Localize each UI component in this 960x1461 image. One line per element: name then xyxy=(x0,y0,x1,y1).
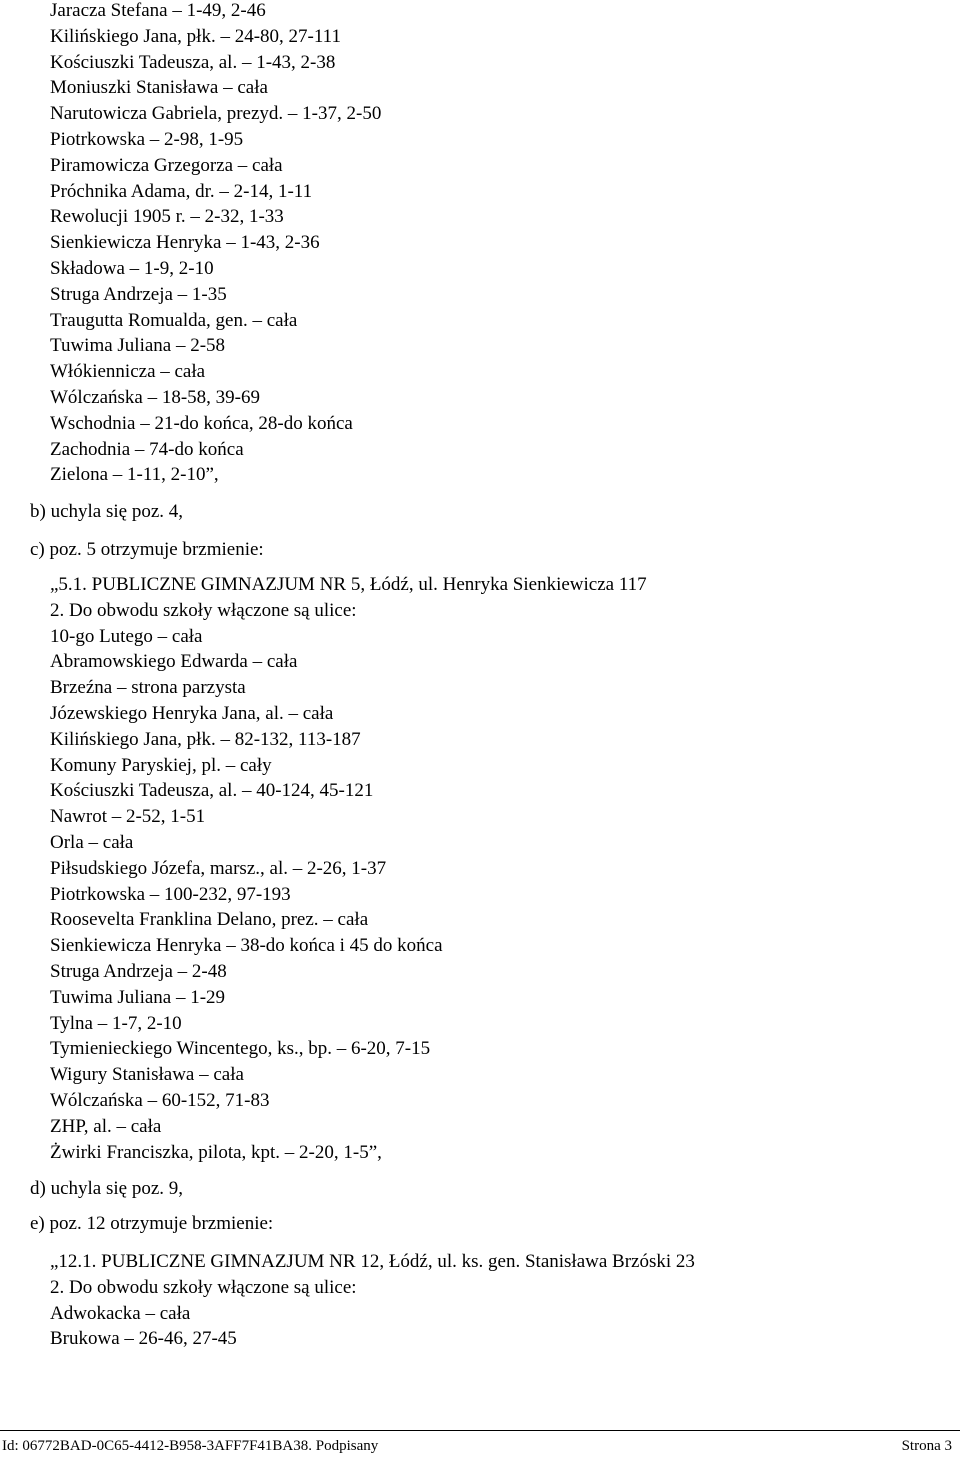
list-item: Wólczańska – 60-152, 71-83 xyxy=(50,1089,270,1111)
amendment-item-b: b) uchyla się poz. 4, xyxy=(30,501,184,522)
list-item: Składowa – 1-9, 2-10 xyxy=(50,257,214,279)
list-item: Abramowskiego Edwarda – cała xyxy=(50,651,298,673)
list-item: Struga Andrzeja – 1-35 xyxy=(50,283,227,305)
list-item: Wólczańska – 18-58, 39-69 xyxy=(50,386,260,408)
list-item: Narutowicza Gabriela, prezyd. – 1-37, 2-50 xyxy=(50,103,382,125)
list-item: Tylna – 1-7, 2-10 xyxy=(50,1012,182,1034)
district-intro: 2. Do obwodu szkoły włączone są ulice: xyxy=(50,599,357,621)
list-item: Rewolucji 1905 r. – 2-32, 1-33 xyxy=(50,206,284,228)
list-item: Zielona – 1-11, 2-10”, xyxy=(50,464,219,486)
list-item: Piłsudskiego Józefa, marsz., al. – 2-26, 1-37 xyxy=(50,857,387,879)
list-item: Tymienieckiego Wincentego, ks., bp. – 6-20, 7-15 xyxy=(50,1038,431,1060)
district-intro: 2. Do obwodu szkoły włączone są ulice: xyxy=(50,1276,357,1298)
list-item: Próchnika Adama, dr. – 2-14, 1-11 xyxy=(50,180,313,202)
list-item: Sienkiewicza Henryka – 38-do końca i 45 do końca xyxy=(50,935,443,957)
list-item: Struga Andrzeja – 2-48 xyxy=(50,960,227,982)
list-item: Traugutta Romualda, gen. – cała xyxy=(50,309,298,331)
list-item: Sienkiewicza Henryka – 1-43, 2-36 xyxy=(50,232,320,254)
document-id: Id: 06772BAD-0C65-4412-B958-3AFF7F41BA38. Podpisany xyxy=(2,1438,379,1454)
list-item: Moniuszki Stanisława – cała xyxy=(50,77,268,99)
list-item: Żwirki Franciszka, pilota, kpt. – 2-20, 1-5”, xyxy=(50,1141,382,1163)
list-item: ZHP, al. – cała xyxy=(50,1115,162,1137)
list-item: Włókiennicza – cała xyxy=(50,361,206,383)
list-item: Brzeźna – strona parzysta xyxy=(50,677,246,699)
street-list-block-3 xyxy=(50,1249,695,1352)
amendment-item-d: d) uchyla się poz. 9, xyxy=(30,1178,184,1199)
list-item: Kościuszki Tadeusza, al. – 1-43, 2-38 xyxy=(50,51,336,73)
page-number: Strona 3 xyxy=(901,1438,952,1454)
list-item: Kilińskiego Jana, płk. – 24-80, 27-111 xyxy=(50,25,341,47)
list-item: 10-go Lutego – cała xyxy=(50,625,203,647)
list-item: Wigury Stanisława – cała xyxy=(50,1064,244,1086)
list-item: Brukowa – 26-46, 27-45 xyxy=(50,1328,237,1350)
list-item: Orla – cała xyxy=(50,831,134,853)
street-list-block-2 xyxy=(50,572,647,1165)
list-item: Komuny Paryskiej, pl. – cały xyxy=(50,754,272,776)
list-item: Jaracza Stefana – 1-49, 2-46 xyxy=(50,0,266,21)
list-item: Zachodnia – 74-do końca xyxy=(50,438,244,460)
list-item: Tuwima Juliana – 2-58 xyxy=(50,335,226,357)
list-item: Wschodnia – 21-do końca, 28-do końca xyxy=(50,412,353,434)
list-item: Adwokacka – cała xyxy=(50,1302,191,1324)
list-item: Roosevelta Franklina Delano, prez. – cała xyxy=(50,909,369,931)
amendment-item-c: c) poz. 5 otrzymuje brzmienie: xyxy=(30,539,264,560)
list-item: Piramowicza Grzegorza – cała xyxy=(50,154,283,176)
amendment-item-e: e) poz. 12 otrzymuje brzmienie: xyxy=(30,1213,274,1234)
list-item: Piotrkowska – 100-232, 97-193 xyxy=(50,883,291,905)
footer-divider xyxy=(0,1430,960,1431)
street-list-block-1 xyxy=(50,0,381,488)
list-item: Kilińskiego Jana, płk. – 82-132, 113-187 xyxy=(50,728,361,750)
list-item: Kościuszki Tadeusza, al. – 40-124, 45-121 xyxy=(50,780,374,802)
school-heading: „5.1. PUBLICZNE GIMNAZJUM NR 5, Łódź, ul. Henryka Sienkiewicza 117 xyxy=(50,574,647,595)
list-item: Nawrot – 2-52, 1-51 xyxy=(50,806,206,828)
school-heading: „12.1. PUBLICZNE GIMNAZJUM NR 12, Łódź, ul. ks. gen. Stanisława Brzóski 23 xyxy=(50,1251,695,1272)
list-item: Piotrkowska – 2-98, 1-95 xyxy=(50,128,244,150)
list-item: Józewskiego Henryka Jana, al. – cała xyxy=(50,702,334,724)
list-item: Tuwima Juliana – 1-29 xyxy=(50,986,226,1008)
